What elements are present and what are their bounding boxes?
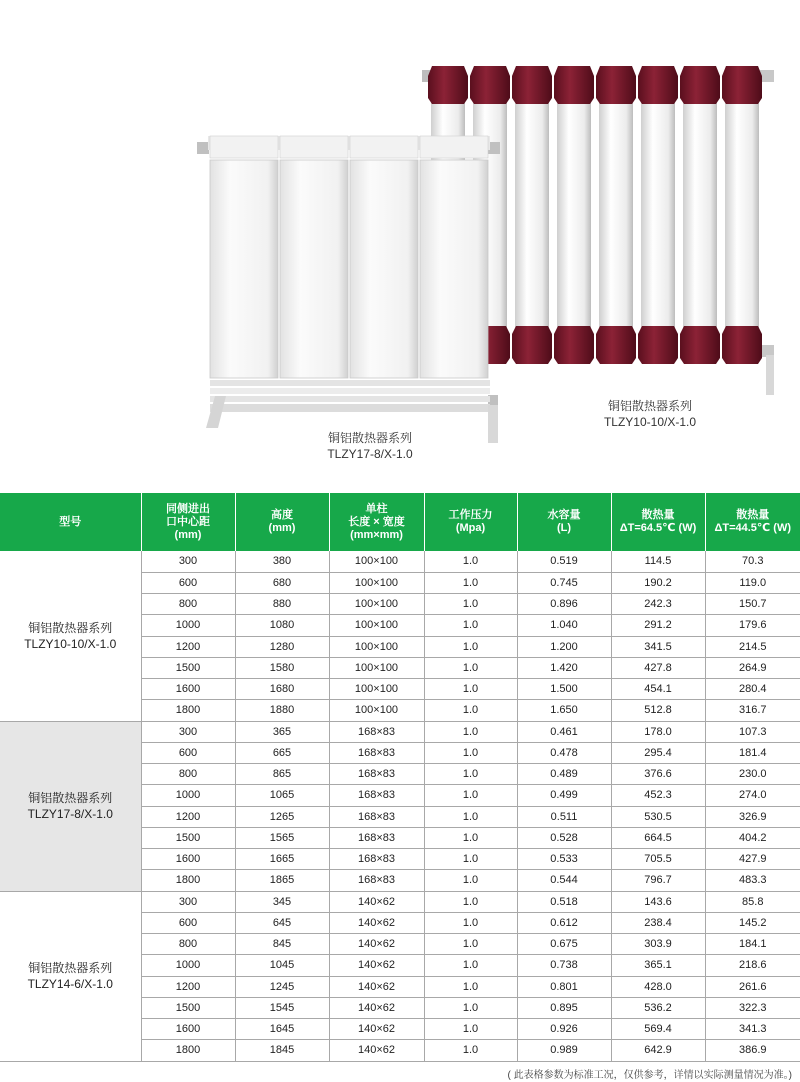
table-cell: 0.533 <box>517 849 611 870</box>
table-cell: 140×62 <box>329 934 424 955</box>
table-cell: 1665 <box>235 849 329 870</box>
table-cell: 1080 <box>235 615 329 636</box>
column-header-line: 口中心距 <box>166 515 210 528</box>
table-cell: 100×100 <box>329 572 424 593</box>
table-cell: 0.544 <box>517 870 611 891</box>
table-cell: 303.9 <box>611 934 705 955</box>
table-cell: 1.0 <box>424 934 517 955</box>
table-cell: 365 <box>235 721 329 742</box>
table-cell: 1000 <box>141 955 235 976</box>
caption-model-code: TLZY10-10/X-1.0 <box>603 415 697 429</box>
table-cell: 341.5 <box>611 636 705 657</box>
radiator-panel <box>350 160 418 378</box>
table-cell: 1000 <box>141 785 235 806</box>
table-cell: 0.745 <box>517 572 611 593</box>
column-header <box>517 493 611 551</box>
table-cell: 680 <box>235 572 329 593</box>
model-cell <box>0 721 141 891</box>
table-cell: 0.895 <box>517 997 611 1018</box>
table-cell: 0.511 <box>517 806 611 827</box>
table-cell: 705.5 <box>611 849 705 870</box>
table-cell: 880 <box>235 594 329 615</box>
table-cell: 1.0 <box>424 891 517 912</box>
table-cell: 1000 <box>141 615 235 636</box>
table-cell: 140×62 <box>329 1040 424 1061</box>
table-cell: 168×83 <box>329 870 424 891</box>
table-cell: 1880 <box>235 700 329 721</box>
table-cell: 376.6 <box>611 764 705 785</box>
table-cell: 428.0 <box>611 976 705 997</box>
column-header-line: 散热量 <box>736 509 770 521</box>
radiator-bottom-cap <box>554 326 594 364</box>
radiator-bottom-cap <box>512 326 552 364</box>
table-cell: 168×83 <box>329 849 424 870</box>
caption-model-name: 铜铝散热器系列 <box>327 431 412 445</box>
table-cell: 140×62 <box>329 997 424 1018</box>
table-cell: 512.8 <box>611 700 705 721</box>
radiator-tube <box>641 88 675 338</box>
table-cell: 345 <box>235 891 329 912</box>
table-cell: 1.0 <box>424 827 517 848</box>
table-cell: 264.9 <box>705 657 800 678</box>
table-cell: 300 <box>141 551 235 572</box>
table-cell: 569.4 <box>611 1019 705 1040</box>
radiator-top-cap <box>428 66 468 104</box>
table-cell: 114.5 <box>611 551 705 572</box>
table-cell: 1.0 <box>424 849 517 870</box>
model-name: 铜铝散热器系列 <box>28 961 113 975</box>
table-cell: 1.0 <box>424 700 517 721</box>
table-cell: 380 <box>235 551 329 572</box>
table-cell: 280.4 <box>705 679 800 700</box>
column-header <box>424 493 517 551</box>
radiator-top-cap <box>722 66 762 104</box>
table-cell: 100×100 <box>329 594 424 615</box>
table-cell: 0.989 <box>517 1040 611 1061</box>
model-cell <box>0 551 141 721</box>
table-cell: 0.675 <box>517 934 611 955</box>
table-cell: 1.0 <box>424 721 517 742</box>
column-header-line: 散热量 <box>641 509 675 521</box>
table-cell: 530.5 <box>611 806 705 827</box>
column-header-line: 长度 × 宽度 <box>348 515 405 528</box>
table-cell: 427.8 <box>611 657 705 678</box>
table-cell: 1.0 <box>424 1019 517 1040</box>
table-cell: 800 <box>141 934 235 955</box>
table-cell: 800 <box>141 764 235 785</box>
radiator-bottom-cap <box>680 326 720 364</box>
table-cell: 404.2 <box>705 827 800 848</box>
table-cell: 427.9 <box>705 849 800 870</box>
radiator-tube <box>599 88 633 338</box>
table-cell: 316.7 <box>705 700 800 721</box>
column-header <box>611 493 705 551</box>
table-cell: 168×83 <box>329 785 424 806</box>
table-cell: 1680 <box>235 679 329 700</box>
table-cell: 1.0 <box>424 997 517 1018</box>
table-cell: 1065 <box>235 785 329 806</box>
table-cell: 1.0 <box>424 912 517 933</box>
radiator-top-cap <box>680 66 720 104</box>
column-header-line: 水容量 <box>547 509 581 521</box>
table-cell: 100×100 <box>329 657 424 678</box>
column-header-line: (Mpa) <box>455 522 486 534</box>
model-code: TLZY17-8/X-1.0 <box>27 807 113 821</box>
table-cell: 341.3 <box>705 1019 800 1040</box>
panel-top <box>350 136 418 158</box>
table-cell: 1.0 <box>424 551 517 572</box>
table-cell: 483.3 <box>705 870 800 891</box>
radiator-panel <box>280 160 348 378</box>
table-cell: 1200 <box>141 976 235 997</box>
table-cell: 1500 <box>141 997 235 1018</box>
column-header-line: 单柱 <box>365 502 388 515</box>
table-group-tlzy10-10 <box>0 551 800 721</box>
column-header <box>235 493 329 551</box>
table-cell: 796.7 <box>611 870 705 891</box>
table-cell: 140×62 <box>329 955 424 976</box>
table-cell: 179.6 <box>705 615 800 636</box>
column-header-line: 型号 <box>59 515 82 528</box>
table-cell: 181.4 <box>705 742 800 763</box>
table-cell: 1.0 <box>424 870 517 891</box>
table-cell: 85.8 <box>705 891 800 912</box>
table-cell: 261.6 <box>705 976 800 997</box>
table-cell: 1.0 <box>424 657 517 678</box>
table-cell: 326.9 <box>705 806 800 827</box>
table-cell: 1.0 <box>424 976 517 997</box>
radiator-top-cap <box>638 66 678 104</box>
model-name: 铜铝散热器系列 <box>28 791 113 805</box>
table-cell: 0.926 <box>517 1019 611 1040</box>
radiator-bottom-cap <box>722 326 762 364</box>
table-cell: 0.528 <box>517 827 611 848</box>
table-cell: 1500 <box>141 657 235 678</box>
table-cell: 1545 <box>235 997 329 1018</box>
table-header-row <box>0 493 800 551</box>
table-cell: 295.4 <box>611 742 705 763</box>
column-header-line: (L) <box>556 522 572 534</box>
table-cell: 1.0 <box>424 1040 517 1061</box>
table-cell: 140×62 <box>329 1019 424 1040</box>
table-cell: 168×83 <box>329 742 424 763</box>
table-group-tlzy14-6 <box>0 891 800 1061</box>
table-cell: 300 <box>141 721 235 742</box>
column-header-line: (mm) <box>268 522 296 534</box>
radiator-bottom-cap <box>596 326 636 364</box>
table-cell: 1245 <box>235 976 329 997</box>
table-cell: 242.3 <box>611 594 705 615</box>
table-cell: 150.7 <box>705 594 800 615</box>
radiator-panel <box>210 160 278 378</box>
table-cell: 454.1 <box>611 679 705 700</box>
radiator-tube <box>725 88 759 338</box>
table-row <box>0 551 800 572</box>
table-cell: 1.0 <box>424 679 517 700</box>
column-header <box>0 493 141 551</box>
product-showcase <box>0 0 800 490</box>
table-cell: 0.461 <box>517 721 611 742</box>
table-cell: 100×100 <box>329 551 424 572</box>
table-cell: 140×62 <box>329 912 424 933</box>
table-cell: 386.9 <box>705 1040 800 1061</box>
column-header-line: 工作压力 <box>448 509 493 521</box>
table-cell: 1845 <box>235 1040 329 1061</box>
table-cell: 145.2 <box>705 912 800 933</box>
table-cell: 642.9 <box>611 1040 705 1061</box>
table-cell: 600 <box>141 912 235 933</box>
table-cell: 140×62 <box>329 976 424 997</box>
table-cell: 1.0 <box>424 955 517 976</box>
panel-top <box>210 136 278 158</box>
table-cell: 1.0 <box>424 636 517 657</box>
table-cell: 1600 <box>141 679 235 700</box>
panel-top <box>420 136 488 158</box>
table-cell: 1565 <box>235 827 329 848</box>
table-cell: 0.489 <box>517 764 611 785</box>
table-cell: 100×100 <box>329 679 424 700</box>
table-cell: 0.519 <box>517 551 611 572</box>
table-cell: 845 <box>235 934 329 955</box>
table-cell: 600 <box>141 742 235 763</box>
caption-product-2 <box>575 398 725 430</box>
table-cell: 178.0 <box>611 721 705 742</box>
table-cell: 300 <box>141 891 235 912</box>
radiator-panel <box>420 160 488 378</box>
table-cell: 865 <box>235 764 329 785</box>
table-cell: 1.500 <box>517 679 611 700</box>
column-header-line: ΔT=44.5℃ (W) <box>714 522 792 534</box>
table-cell: 0.499 <box>517 785 611 806</box>
model-name: 铜铝散热器系列 <box>28 620 113 635</box>
table-cell: 168×83 <box>329 764 424 785</box>
column-header-line: ΔT=64.5℃ (W) <box>619 522 697 534</box>
table-cell: 0.612 <box>517 912 611 933</box>
table-cell: 0.518 <box>517 891 611 912</box>
footnote: ( 此表格参数为标准工况，仅供参考，详情以实际测量情况为准。) <box>507 1070 792 1081</box>
spec-table <box>0 493 800 1062</box>
table-cell: 100×100 <box>329 615 424 636</box>
table-cell: 536.2 <box>611 997 705 1018</box>
panel-top <box>280 136 348 158</box>
model-code: TLZY14-6/X-1.0 <box>27 977 113 991</box>
table-cell: 1500 <box>141 827 235 848</box>
caption-product-1 <box>295 430 445 462</box>
table-cell: 1800 <box>141 870 235 891</box>
radiator-top-cap <box>470 66 510 104</box>
table-row <box>0 721 800 742</box>
table-cell: 1.0 <box>424 764 517 785</box>
table-cell: 218.6 <box>705 955 800 976</box>
table-cell: 1.200 <box>517 636 611 657</box>
table-cell: 168×83 <box>329 827 424 848</box>
radiator-tube <box>683 88 717 338</box>
column-header <box>141 493 235 551</box>
radiator-top-cap <box>512 66 552 104</box>
radiator-top-cap <box>554 66 594 104</box>
table-cell: 168×83 <box>329 721 424 742</box>
table-cell: 1600 <box>141 1019 235 1040</box>
table-cell: 1580 <box>235 657 329 678</box>
table-cell: 1800 <box>141 700 235 721</box>
table-group-tlzy17-8 <box>0 721 800 891</box>
table-cell: 230.0 <box>705 764 800 785</box>
table-cell: 1.0 <box>424 615 517 636</box>
table-cell: 1.420 <box>517 657 611 678</box>
table-cell: 664.5 <box>611 827 705 848</box>
model-code: TLZY10-10/X-1.0 <box>24 636 117 651</box>
table-cell: 1.0 <box>424 806 517 827</box>
table-cell: 665 <box>235 742 329 763</box>
table-cell: 322.3 <box>705 997 800 1018</box>
model-cell <box>0 891 141 1061</box>
radiator-tube <box>557 88 591 338</box>
column-header-line: (mm) <box>174 528 202 541</box>
radiator-top-cap <box>596 66 636 104</box>
table-cell: 645 <box>235 912 329 933</box>
table-cell: 1.0 <box>424 572 517 593</box>
table-cell: 291.2 <box>611 615 705 636</box>
table-cell: 190.2 <box>611 572 705 593</box>
table-cell: 1.0 <box>424 594 517 615</box>
table-cell: 1645 <box>235 1019 329 1040</box>
table-cell: 1.040 <box>517 615 611 636</box>
radiator-bottom-cap <box>638 326 678 364</box>
table-cell: 100×100 <box>329 700 424 721</box>
table-cell: 0.738 <box>517 955 611 976</box>
table-cell: 1.0 <box>424 785 517 806</box>
table-cell: 107.3 <box>705 721 800 742</box>
table-cell: 452.3 <box>611 785 705 806</box>
column-header <box>329 493 424 551</box>
table-cell: 100×100 <box>329 636 424 657</box>
table-cell: 1200 <box>141 636 235 657</box>
table-cell: 184.1 <box>705 934 800 955</box>
table-cell: 1800 <box>141 1040 235 1061</box>
caption-model-name: 铜铝散热器系列 <box>607 399 692 413</box>
table-cell: 1.0 <box>424 742 517 763</box>
table-cell: 1045 <box>235 955 329 976</box>
radiator-tlzy17-8 <box>197 136 500 443</box>
table-cell: 0.801 <box>517 976 611 997</box>
table-cell: 1280 <box>235 636 329 657</box>
table-cell: 1600 <box>141 849 235 870</box>
table-cell: 143.6 <box>611 891 705 912</box>
table-cell: 1200 <box>141 806 235 827</box>
table-cell: 119.0 <box>705 572 800 593</box>
column-header-line: 高度 <box>271 509 293 521</box>
table-cell: 0.478 <box>517 742 611 763</box>
table-cell: 1265 <box>235 806 329 827</box>
table-cell: 168×83 <box>329 806 424 827</box>
table-cell: 600 <box>141 572 235 593</box>
table-cell: 0.896 <box>517 594 611 615</box>
table-cell: 800 <box>141 594 235 615</box>
table-cell: 274.0 <box>705 785 800 806</box>
column-header <box>705 493 800 551</box>
table-cell: 1.650 <box>517 700 611 721</box>
column-header-line: (mm×mm) <box>350 528 403 541</box>
table-cell: 214.5 <box>705 636 800 657</box>
table-cell: 70.3 <box>705 551 800 572</box>
table-cell: 238.4 <box>611 912 705 933</box>
table-row <box>0 891 800 912</box>
caption-model-code: TLZY17-8/X-1.0 <box>327 447 413 461</box>
radiator-tube <box>515 88 549 338</box>
table-cell: 140×62 <box>329 891 424 912</box>
table-cell: 365.1 <box>611 955 705 976</box>
column-header-line: 同侧进出 <box>166 502 210 515</box>
table-cell: 1865 <box>235 870 329 891</box>
